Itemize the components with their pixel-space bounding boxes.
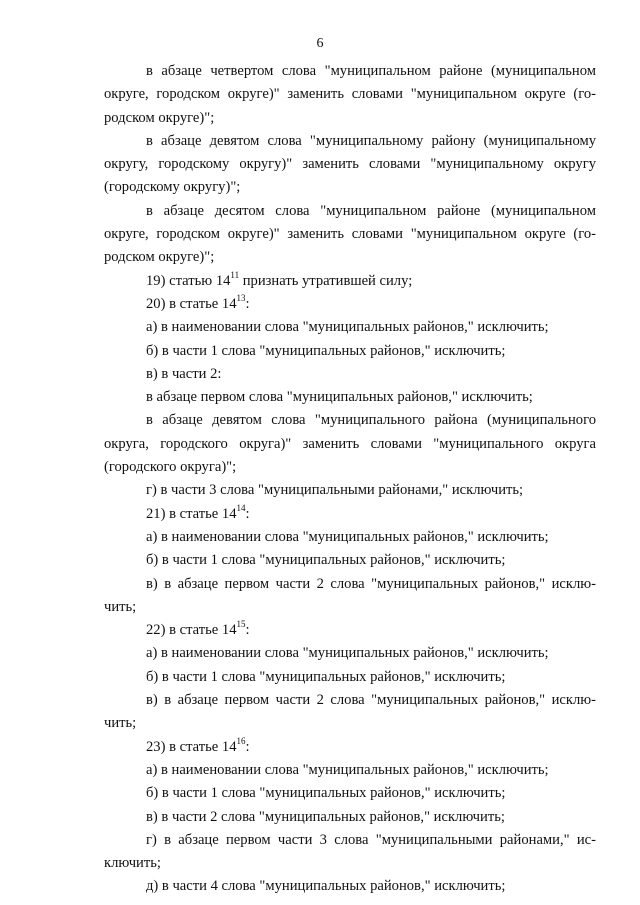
line-text: 22) в статье 14 [146,622,237,639]
text-line [104,503,596,526]
text-line: б) в части 1 слова "муниципальных районов," исключить; [146,342,506,359]
superscript: 16 [236,735,246,746]
text-line: в абзаце первом слова "муниципальных районов," исключить; [146,389,533,406]
text-line: в) в абзаце первом части 2 слова "муниципальных районов," исклю- [146,575,596,592]
text-line: чить; [104,715,137,732]
text-line [104,619,596,642]
text-line: в абзаце девятом слова "муниципального района (муниципального [146,412,596,429]
text-line: а) в наименовании слова "муниципальных районов," исключить; [146,528,549,545]
line-text: 23) в статье 14 [146,738,237,755]
superscript: 14 [236,502,246,513]
text-line [104,293,596,316]
text-line: д) в части 4 слова "муниципальных районов," исключить; [146,878,506,895]
text-line: б) в части 1 слова "муниципальных районов," исключить; [146,668,506,685]
text-line: в) в части 2: [146,365,222,382]
document-body [104,60,596,899]
text-line: округе, городском округе)" заменить словами "муниципальном округе (го- [104,226,596,243]
line-text: : [245,505,250,522]
text-line: в) в части 2 слова "муниципальных районов," исключить; [146,808,505,825]
text-line: б) в части 1 слова "муниципальных районов," исключить; [146,785,506,802]
line-text: : [245,295,250,312]
page-number: 6 [316,36,324,51]
superscript: 13 [236,293,246,304]
superscript: 11 [230,269,240,280]
text-line: родском округе)"; [104,109,215,126]
text-line: в абзаце девятом слова "муниципальному району (муниципальному [146,132,596,149]
text-line: в) в абзаце первом части 2 слова "муниципальных районов," исклю- [146,692,596,709]
text-line: ключить; [104,855,161,872]
superscript: 15 [236,619,246,630]
text-line: а) в наименовании слова "муниципальных районов," исключить; [146,319,549,336]
line-text: 19) статью 14 [146,272,231,289]
text-line [104,270,596,293]
text-line: (городскому округу)"; [104,179,241,196]
text-line: округа, городского округа)" заменить словами "муниципального округа [104,435,596,452]
text-line: в абзаце четвертом слова "муниципальном районе (муниципальном [146,63,596,79]
text-line [104,736,596,759]
text-line: г) в части 3 слова "муниципальными районами," исключить; [146,482,524,499]
line-text: 20) в статье 14 [146,295,237,312]
text-line: в абзаце десятом слова "муниципальном районе (муниципальном [146,202,596,219]
text-line: г) в абзаце первом части 3 слова "муниципальными районами," ис- [146,831,596,848]
text-line: родском округе)"; [104,249,215,266]
text-line: округе, городском округе)" заменить словами "муниципальном округе (го- [104,86,596,103]
text-line: (городского округа)"; [104,459,237,476]
text-line: а) в наименовании слова "муниципальных районов," исключить; [146,645,549,662]
text-line: чить; [104,598,137,615]
line-text: признать утратившей силу; [239,272,413,289]
text-line: округу, городскому округу)" заменить словами "муниципальному округу [104,156,596,173]
line-text: : [245,622,250,639]
line-text: : [245,738,250,755]
text-line: б) в части 1 слова "муниципальных районов," исключить; [146,552,506,569]
text-line: а) в наименовании слова "муниципальных районов," исключить; [146,761,549,778]
line-text: 21) в статье 14 [146,505,237,522]
